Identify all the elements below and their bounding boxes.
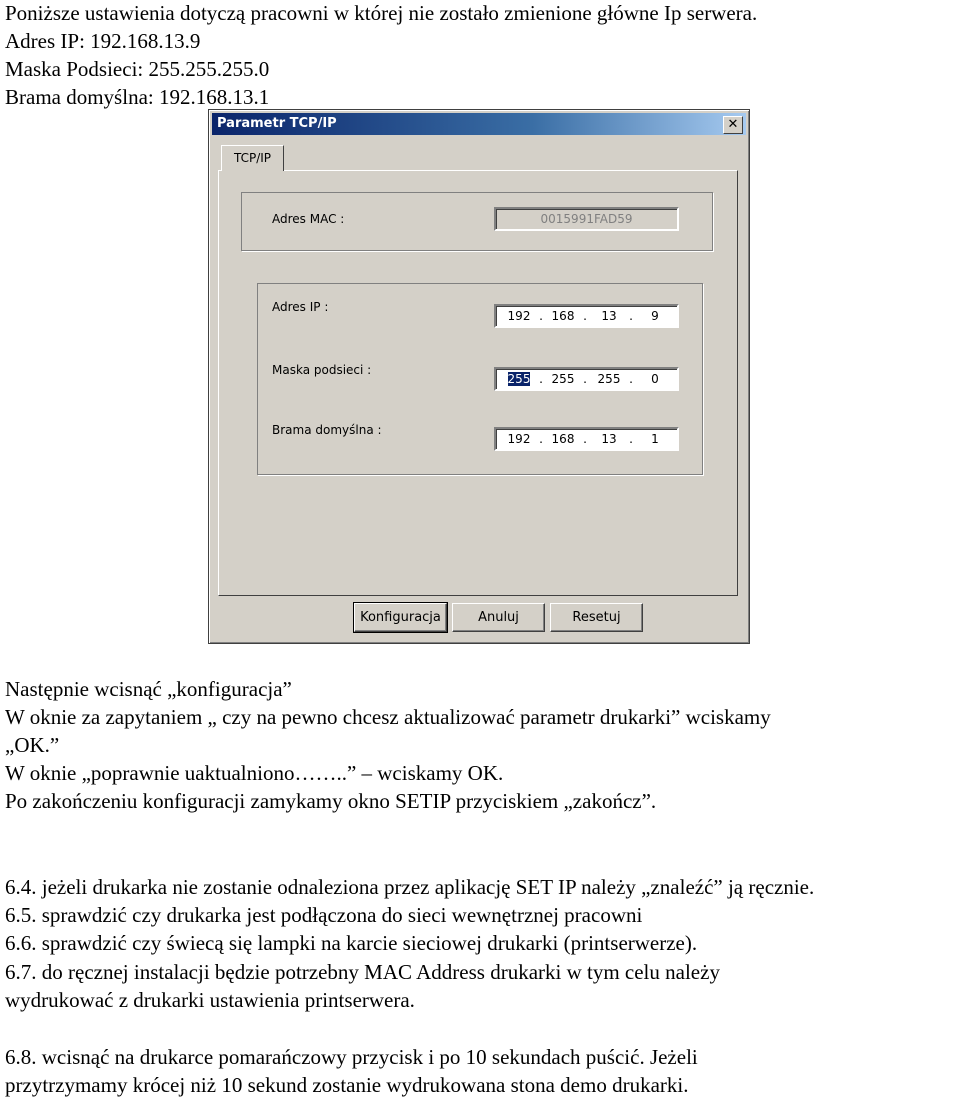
mask-octet-2: 255 [551, 372, 575, 386]
reset-button[interactable]: Resetuj [550, 603, 643, 632]
intro-line-gateway: Brama domyślna: 192.168.13.1 [5, 85, 270, 109]
ip-settings-group [257, 283, 703, 475]
ip-dot: . [583, 309, 587, 323]
ip-dot: . [629, 309, 633, 323]
mask-octet-3: 255 [597, 372, 621, 386]
section-6-7-line-1: 6.7. do ręcznej instalacji będzie potrzebny MAC Address drukarki w tym celu należy [5, 960, 720, 984]
mac-group [241, 192, 713, 251]
gateway-field[interactable] [494, 427, 679, 451]
paragraph-4: W oknie „poprawnie uaktualniono……..” – wciskamy OK. [5, 761, 504, 785]
mask-dot: . [539, 372, 543, 386]
section-6-8-line-1: 6.8. wcisnąć na drukarce pomarańczowy przycisk i po 10 sekundach puścić. Jeżeli [5, 1045, 698, 1069]
gateway-octet-3: 13 [601, 432, 617, 446]
section-6-7-line-2: wydrukować z drukarki ustawienia printserwera. [5, 988, 415, 1012]
section-6-6: 6.6. sprawdzić czy świecą się lampki na karcie sieciowej drukarki (printserwerze). [5, 931, 698, 955]
section-6-5: 6.5. sprawdzić czy drukarka jest podłączona do sieci wewnętrznej pracowni [5, 903, 643, 927]
mask-octet-1: 255 [507, 372, 531, 386]
gateway-octet-2: 168 [551, 432, 575, 446]
paragraph-3: „OK.” [5, 733, 60, 757]
mac-field: 0015991FAD59 [494, 207, 679, 231]
intro-line-mask: Maska Podsieci: 255.255.255.0 [5, 57, 270, 81]
mac-label: Adres MAC : [272, 212, 345, 226]
dialog-titlebar [212, 113, 746, 135]
paragraph-1: Następnie wcisnąć „konfiguracja” [5, 677, 292, 701]
section-6-4: 6.4. jeżeli drukarka nie zostanie odnaleziona przez aplikację SET IP należy „znaleźć” ją ręcznie. [5, 875, 815, 899]
configure-button[interactable]: Konfiguracja [354, 603, 447, 632]
gateway-dot: . [539, 432, 543, 446]
intro-line-ip: Adres IP: 192.168.13.9 [5, 29, 201, 53]
tcpip-dialog [208, 109, 750, 644]
paragraph-2: W oknie za zapytaniem „ czy na pewno chcesz aktualizować parametr drukarki” wciskamy [5, 705, 771, 729]
ip-dot: . [539, 309, 543, 323]
tab-tcpip[interactable]: TCP/IP [221, 145, 284, 171]
subnet-mask-field[interactable] [494, 367, 679, 391]
mask-label: Maska podsieci : [272, 363, 372, 377]
tab-panel [218, 170, 738, 596]
ip-address-field[interactable] [494, 304, 679, 328]
cancel-button[interactable]: Anuluj [452, 603, 545, 632]
dialog-title: Parametr TCP/IP [217, 116, 337, 131]
gateway-label: Brama domyślna : [272, 423, 382, 437]
ip-octet-3: 13 [601, 309, 617, 323]
mask-dot: . [629, 372, 633, 386]
section-6-8-line-2: przytrzymamy krócej niż 10 sekund zostanie wydrukowana stona demo drukarki. [5, 1073, 689, 1097]
gateway-dot: . [629, 432, 633, 446]
gateway-dot: . [583, 432, 587, 446]
paragraph-5: Po zakończeniu konfiguracji zamykamy okno SETIP przyciskiem „zakończ”. [5, 789, 657, 813]
gateway-octet-4: 1 [651, 432, 659, 446]
ip-octet-4: 9 [651, 309, 659, 323]
gateway-octet-1: 192 [507, 432, 531, 446]
intro-line-1: Poniższe ustawienia dotyczą pracowni w której nie zostało zmienione główne Ip serwera. [5, 1, 758, 25]
mask-octet-4: 0 [651, 372, 659, 386]
ip-octet-1: 192 [507, 309, 531, 323]
ip-octet-2: 168 [551, 309, 575, 323]
ip-label: Adres IP : [272, 300, 329, 314]
mask-dot: . [583, 372, 587, 386]
close-icon[interactable]: ✕ [723, 116, 743, 134]
